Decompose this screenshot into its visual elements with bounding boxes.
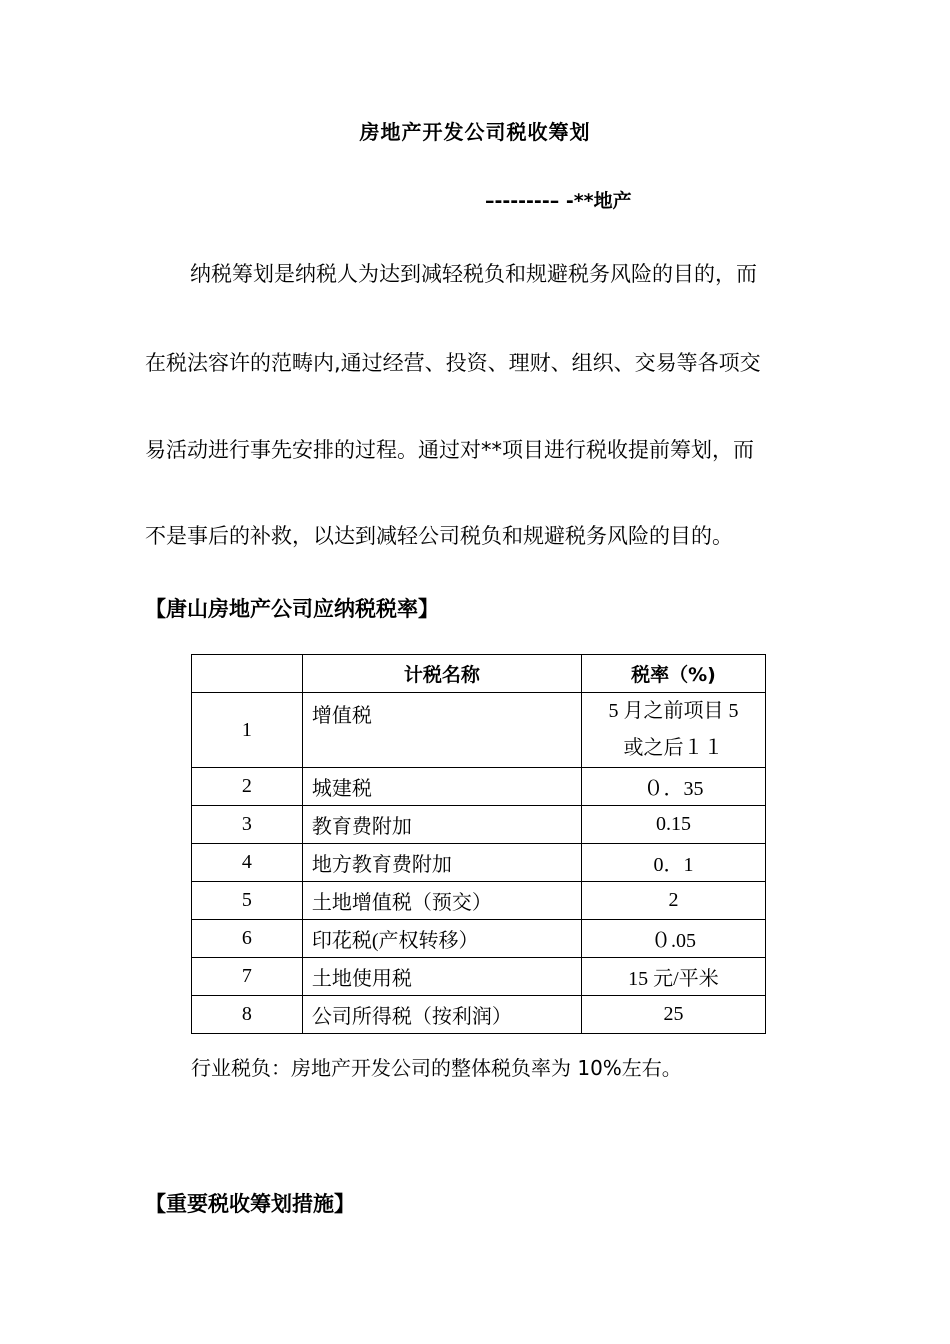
- table-row: [192, 882, 766, 920]
- paragraph-line-3: 易活动进行事先安排的过程。通过对**项目进行税收提前筹划，而: [145, 438, 754, 462]
- document-title: 房地产开发公司税收筹划: [359, 120, 591, 144]
- row-tax-name: 土地使用税: [302, 958, 581, 996]
- row-tax-rate: ０.05: [581, 920, 765, 958]
- paragraph-line-4: 不是事后的补救，以达到减轻公司税负和规避税务风险的目的。: [145, 524, 733, 548]
- row-tax-name: 印花税(产权转移）: [302, 920, 581, 958]
- section-heading-measures: 【重要税收筹划措施】: [145, 1192, 355, 1216]
- table-header-row: [192, 655, 766, 693]
- header-index: [192, 655, 303, 693]
- row-tax-name: 土地增值税（预交）: [302, 882, 581, 920]
- row-tax-rate-line-2: 或之后１１: [623, 737, 724, 759]
- table-row: [192, 996, 766, 1034]
- row-tax-rate: ０．35: [581, 768, 765, 806]
- table-row: [192, 693, 766, 768]
- row-index: 3: [192, 806, 303, 844]
- table-row: [192, 844, 766, 882]
- table-row: [192, 958, 766, 996]
- paragraph-line-1: 纳税筹划是纳税人为达到减轻税负和规避税务风险的目的，而: [190, 262, 757, 286]
- row-index: 5: [192, 882, 303, 920]
- row-index: 1: [192, 693, 303, 768]
- industry-tax-note: 行业税负：房地产开发公司的整体税负率为 10%左右。: [191, 1056, 682, 1080]
- row-index: 4: [192, 844, 303, 882]
- row-tax-name: 增值税: [302, 693, 581, 768]
- section-heading-tax-rates: 【唐山房地产公司应纳税税率】: [145, 597, 439, 621]
- table-row: [192, 768, 766, 806]
- row-tax-name: 地方教育费附加: [302, 844, 581, 882]
- table-row: [192, 920, 766, 958]
- header-tax-name: 计税名称: [302, 655, 581, 693]
- table-row: [192, 806, 766, 844]
- document-subtitle: –-------– -**地产: [485, 190, 632, 212]
- row-tax-name: 城建税: [302, 768, 581, 806]
- row-index: 7: [192, 958, 303, 996]
- row-index: 6: [192, 920, 303, 958]
- row-index: 2: [192, 768, 303, 806]
- header-tax-rate: 税率（%): [581, 655, 765, 693]
- paragraph-line-2: 在税法容许的范畴内,通过经营、投资、理财、组织、交易等各项交: [145, 351, 761, 375]
- tax-rate-table: [191, 654, 766, 1034]
- row-tax-name: 教育费附加: [302, 806, 581, 844]
- row-tax-rate: 25: [581, 996, 765, 1034]
- row-tax-rate: 0．1: [581, 844, 765, 882]
- row-index: 8: [192, 996, 303, 1034]
- row-tax-name: 公司所得税（按利润）: [302, 996, 581, 1034]
- row-tax-rate: 2: [581, 882, 765, 920]
- row-tax-rate: [581, 693, 765, 768]
- row-tax-rate-line-1: 5 月之前项目 5: [608, 700, 739, 722]
- row-tax-rate: 0.15: [581, 806, 765, 844]
- row-tax-rate: 15 元/平米: [581, 958, 765, 996]
